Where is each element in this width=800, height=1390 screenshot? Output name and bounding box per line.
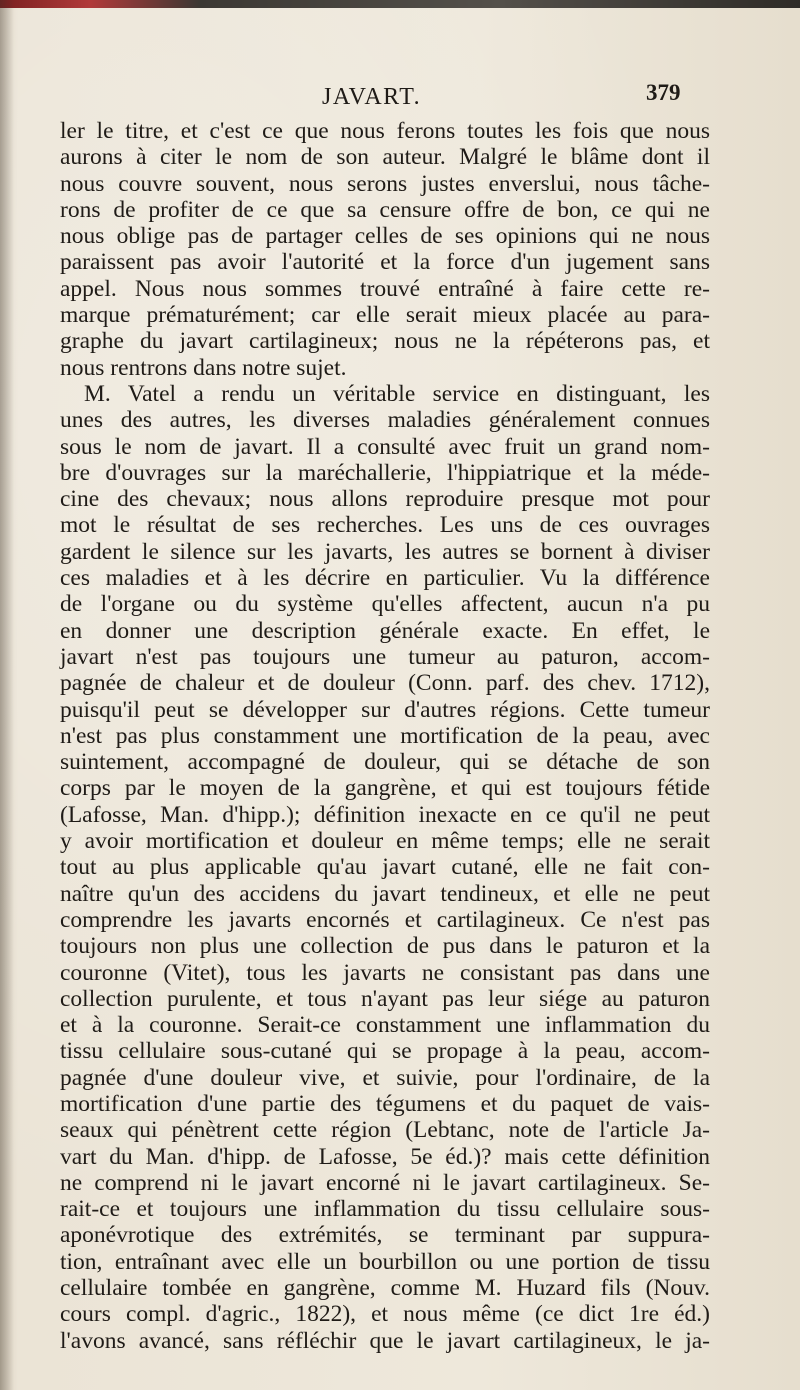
text-line: graphe du javart cartilagineux; nous ne la répéterons pas, et: [60, 328, 710, 355]
text-line: rait-ce et toujours une inflammation du tissu cellulaire sous-: [60, 1196, 710, 1223]
text-line: rons de profiter de ce que sa censure offre de bon, ce qui ne: [60, 196, 710, 223]
text-line: marque prématurément; car elle serait mieux placée au para-: [60, 302, 710, 329]
text-line: seaux qui pénètrent cette région (Lebtanc, note de l'article Ja-: [60, 1117, 710, 1144]
text-line: corps par le moyen de la gangrène, et qui est toujours fétide: [60, 775, 710, 802]
text-line: pagnée de chaleur et de douleur (Conn. parf. des chev. 1712),: [60, 670, 710, 697]
text-line: paraissent pas avoir l'autorité et la force d'un jugement sans: [60, 249, 710, 276]
text-line: nous oblige pas de partager celles de ses opinions qui ne nous: [60, 223, 710, 250]
text-line: (Lafosse, Man. d'hipp.); définition inexacte en ce qu'il ne peut: [60, 801, 710, 828]
text-line: naître qu'un des accidens du javart tendineux, et elle ne peut: [60, 880, 710, 907]
text-line: cellulaire tombée en gangrène, comme M. Huzard fils (Nouv.: [60, 1275, 710, 1302]
text-line: sous le nom de javart. Il a consulté avec fruit un grand nom-: [60, 433, 710, 460]
text-line: javart n'est pas toujours une tumeur au paturon, accom-: [60, 643, 710, 670]
page-number: 379: [646, 80, 681, 105]
text-line: mortification d'une partie des tégumens et du paquet de vais-: [60, 1090, 710, 1117]
text-line: pagnée d'une douleur vive, et suivie, pour l'ordinaire, de la: [60, 1064, 710, 1091]
text-line: et à la couronne. Serait-ce constamment une inflammation du: [60, 1012, 710, 1039]
text-line: l'avons avancé, sans réfléchir que le javart cartilagineux, le ja-: [60, 1327, 710, 1354]
gutter-shadow: [0, 0, 14, 1390]
body-text: [60, 118, 710, 1354]
text-line: couronne (Vitet), tous les javarts ne consistant pas dans une: [60, 959, 710, 986]
text-line: tout au plus applicable qu'au javart cutané, elle ne fait con-: [60, 854, 710, 881]
text-line: nous couvre souvent, nous serons justes enverslui, nous tâche-: [60, 170, 710, 197]
running-title: JAVART.: [322, 84, 422, 110]
page-header: [0, 76, 800, 116]
text-line: aurons à citer le nom de son auteur. Malgré le blâme dont il: [60, 144, 710, 171]
text-line: mot le résultat de ses recherches. Les uns de ces ouvrages: [60, 512, 710, 539]
binding-edge: [0, 0, 800, 8]
text-line: ne comprend ni le javart encorné ni le javart cartilagineux. Se-: [60, 1169, 710, 1196]
text-line: n'est pas plus constamment une mortification de la peau, avec: [60, 722, 710, 749]
text-line: unes des autres, les diverses maladies généralement connues: [60, 407, 710, 434]
text-line: comprendre les javarts encornés et cartilagineux. Ce n'est pas: [60, 906, 710, 933]
text-line: appel. Nous nous sommes trouvé entraîné à faire cette re-: [60, 275, 710, 302]
text-line: y avoir mortification et douleur en même temps; elle ne serait: [60, 828, 710, 855]
text-line: suintement, accompagné de douleur, qui se détache de son: [60, 749, 710, 776]
text-line: collection purulente, et tous n'ayant pas leur siége au paturon: [60, 985, 710, 1012]
text-line: cours compl. d'agric., 1822), et nous même (ce dict 1re éd.): [60, 1301, 710, 1328]
text-line: vart du Man. d'hipp. de Lafosse, 5e éd.)? mais cette définition: [60, 1143, 710, 1170]
text-line: ces maladies et à les décrire en particulier. Vu la différence: [60, 565, 710, 592]
text-line: toujours non plus une collection de pus dans le paturon et la: [60, 933, 710, 960]
text-line: M. Vatel a rendu un véritable service en distinguant, les: [84, 380, 710, 407]
text-line: nous rentrons dans notre sujet.: [60, 354, 347, 381]
text-line: gardent le silence sur les javarts, les autres se bornent à diviser: [60, 538, 710, 565]
text-line: puisqu'il peut se développer sur d'autres régions. Cette tumeur: [60, 696, 710, 723]
text-line: de l'organe ou du système qu'elles affectent, aucun n'a pu: [60, 591, 710, 618]
text-line: aponévrotique des extrémités, se terminant par suppura-: [60, 1222, 710, 1249]
text-line: cine des chevaux; nous allons reproduire presque mot pour: [60, 486, 710, 513]
text-line: tion, entraînant avec elle un bourbillon ou une portion de tissu: [60, 1248, 710, 1275]
text-line: en donner une description générale exacte. En effet, le: [60, 617, 710, 644]
text-line: ler le titre, et c'est ce que nous ferons toutes les fois que nous: [60, 118, 710, 144]
text-line: bre d'ouvrages sur la maréchallerie, l'hippiatrique et la méde-: [60, 459, 710, 486]
text-line: tissu cellulaire sous-cutané qui se propage à la peau, accom-: [60, 1038, 710, 1065]
